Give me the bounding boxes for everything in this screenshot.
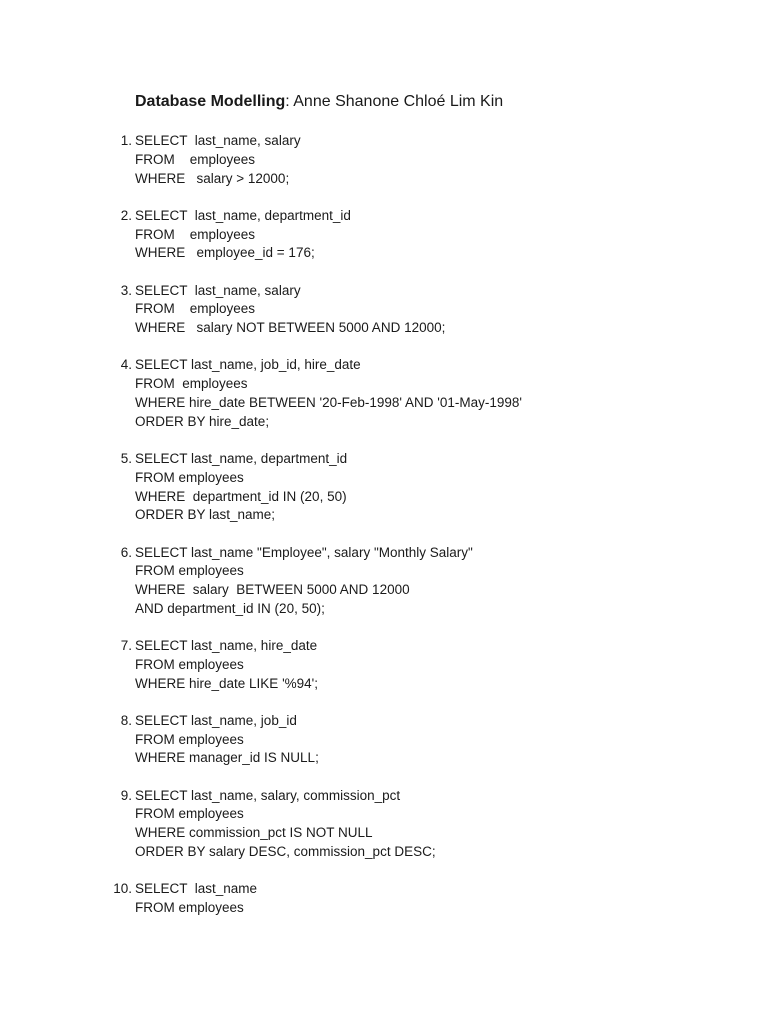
title-author: : Anne Shanone Chloé Lim Kin <box>285 93 504 110</box>
query-number: 5. <box>120 450 132 466</box>
query-number: 10. <box>113 881 132 897</box>
query-item <box>0 880 768 918</box>
query-line: FROM employees <box>135 301 256 317</box>
query-line: AND department_id IN (20, 50); <box>135 600 325 616</box>
query-item <box>0 207 768 263</box>
query-code <box>135 356 768 431</box>
query-line: SELECT last_name, job_id <box>135 712 297 728</box>
query-code <box>135 544 768 619</box>
query-code <box>135 450 768 525</box>
query-line: FROM employees <box>135 731 244 747</box>
query-line: WHERE hire_date BETWEEN '20-Feb-1998' AND '01-May-1998' <box>135 394 522 410</box>
query-line: FROM employees <box>135 900 244 916</box>
query-line: SELECT last_name <box>135 881 258 897</box>
query-code <box>135 712 768 768</box>
query-number: 1. <box>120 133 132 148</box>
query-number: 4. <box>120 357 132 373</box>
query-line: WHERE department_id IN (20, 50) <box>135 488 347 504</box>
query-line: SELECT last_name "Employee", salary "Monthly Salary" <box>135 544 473 560</box>
query-line: FROM employees <box>135 469 244 485</box>
query-item <box>0 132 768 188</box>
query-number: 2. <box>120 207 132 223</box>
query-line: WHERE salary BETWEEN 5000 AND 12000 <box>135 582 410 598</box>
query-line: FROM employees <box>135 151 256 167</box>
query-code <box>135 880 768 918</box>
query-line: ORDER BY salary DESC, commission_pct DESC; <box>135 844 436 860</box>
query-line: SELECT last_name, department_id <box>135 207 351 223</box>
query-number: 6. <box>120 544 132 560</box>
query-number: 8. <box>120 712 132 728</box>
query-code <box>135 637 768 693</box>
query-item <box>0 787 768 862</box>
query-number: 7. <box>120 638 132 654</box>
query-line: SELECT last_name, hire_date <box>135 638 318 654</box>
query-item <box>0 544 768 619</box>
query-list <box>0 132 768 936</box>
query-line: WHERE employee_id = 176; <box>135 245 315 261</box>
query-line: ORDER BY last_name; <box>135 507 276 523</box>
query-line: FROM employees <box>135 656 244 672</box>
query-code <box>135 787 768 862</box>
query-line: SELECT last_name, salary, commission_pct <box>135 787 401 803</box>
query-item <box>0 637 768 693</box>
query-line: SELECT last_name, department_id <box>135 450 348 466</box>
query-item <box>0 450 768 525</box>
page-title <box>135 90 503 114</box>
query-item <box>0 356 768 431</box>
query-line: FROM employees <box>135 226 256 242</box>
query-line: FROM employees <box>135 806 244 822</box>
query-item <box>0 282 768 338</box>
query-line: WHERE salary NOT BETWEEN 5000 AND 12000; <box>135 320 446 336</box>
query-line: ORDER BY hire_date; <box>135 413 270 429</box>
query-code <box>135 282 768 338</box>
query-line: SELECT last_name, salary <box>135 133 301 148</box>
query-code <box>135 132 768 188</box>
query-number: 3. <box>120 282 132 298</box>
query-number: 9. <box>120 787 132 803</box>
query-line: FROM employees <box>135 376 248 392</box>
query-line: WHERE hire_date LIKE '%94'; <box>135 675 318 691</box>
query-code <box>135 207 768 263</box>
query-line: WHERE commission_pct IS NOT NULL <box>135 825 373 841</box>
query-line: WHERE manager_id IS NULL; <box>135 750 319 766</box>
query-line: SELECT last_name, salary <box>135 282 301 298</box>
query-item <box>0 712 768 768</box>
title-bold: Database Modelling <box>135 93 286 110</box>
query-line: FROM employees <box>135 563 244 579</box>
query-line: SELECT last_name, job_id, hire_date <box>135 357 361 373</box>
query-line: WHERE salary > 12000; <box>135 170 290 186</box>
